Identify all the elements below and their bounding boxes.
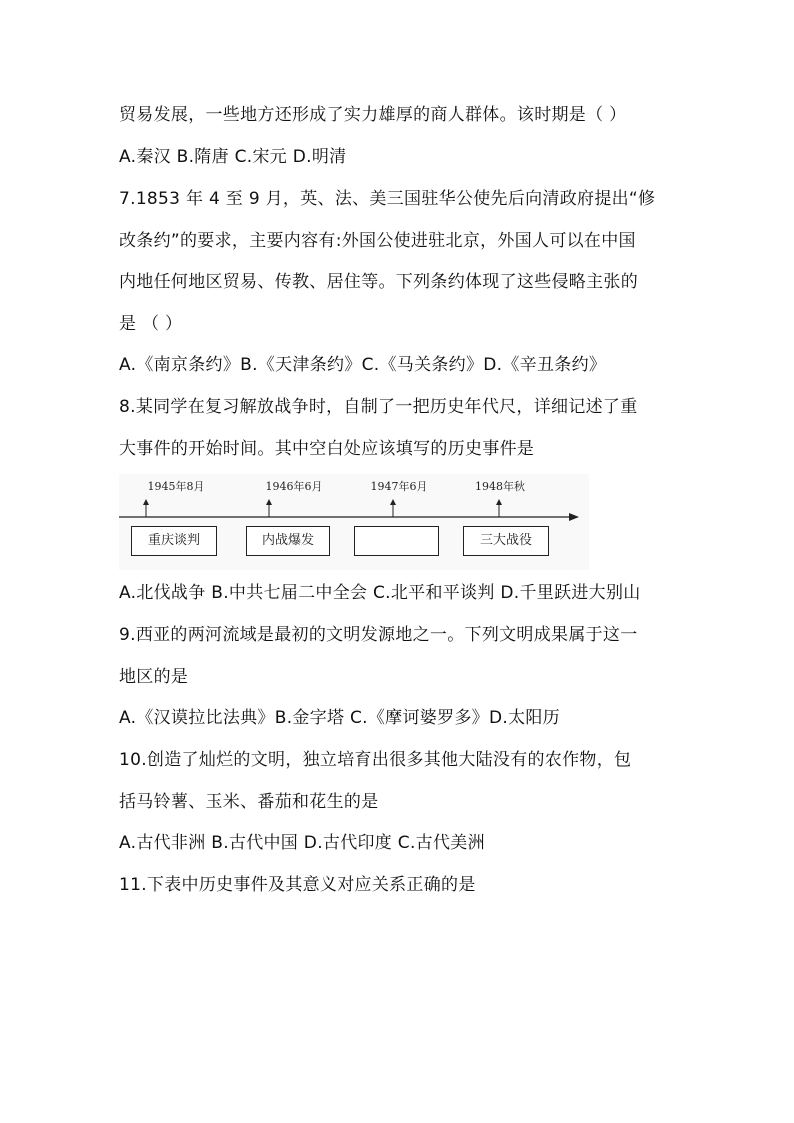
history-timeline — [119, 474, 589, 570]
timeline-event-box: 三大战役 — [463, 526, 549, 556]
answer-options-q8: A.北伐战争 B.中共七届二中全会 C.北平和平谈判 D.千里跃进大别山 — [119, 583, 641, 603]
timeline-event-box: 重庆谈判 — [131, 526, 217, 556]
timeline-event-box: 内战爆发 — [246, 526, 330, 556]
question-8-line: 8.某同学在复习解放战争时，自制了一把历史年代尺，详细记述了重 — [119, 397, 638, 417]
timeline-date: 1947年6月 — [370, 480, 428, 493]
question-10-line: 10.创造了灿烂的文明，独立培育出很多其他大陆没有的农作物，包 — [119, 750, 632, 770]
timeline-date: 1946年6月 — [265, 480, 323, 493]
text-line: 内地任何地区贸易、传教、居住等。下列条约体现了这些侵略主张的 — [119, 272, 638, 292]
answer-options-q10: A.古代非洲 B.古代中国 D.古代印度 C.古代美洲 — [119, 833, 485, 853]
answer-options-q6: A.秦汉 B.隋唐 C.宋元 D.明清 — [119, 147, 347, 167]
timeline-date: 1948年秋 — [475, 480, 525, 493]
question-11-line: 11.下表中历史事件及其意义对应关系正确的是 — [119, 875, 476, 895]
answer-options-q9: A.《汉谟拉比法典》B.金字塔 C.《摩诃婆罗多》D.太阳历 — [119, 708, 560, 728]
text-line: 是 （ ） — [119, 314, 183, 334]
question-7-line: 7.1853 年 4 至 9 月，英、法、美三国驻华公使先后向清政府提出“修 — [119, 189, 656, 209]
timeline-date: 1945年8月 — [147, 480, 205, 493]
timeline-blank-box — [354, 526, 439, 556]
answer-options-q7: A.《南京条约》B.《天津条约》C.《马关条约》D.《辛丑条约》 — [119, 355, 607, 375]
question-9-line: 9.西亚的两河流域是最初的文明发源地之一。下列文明成果属于这一 — [119, 625, 638, 645]
text-line: 括马铃薯、玉米、番茄和花生的是 — [119, 792, 379, 812]
text-line: 贸易发展，一些地方还形成了实力雄厚的商人群体。该时期是（ ） — [119, 105, 627, 125]
text-line: 改条约”的要求，主要内容有:外国公使进驻北京，外国人可以在中国 — [119, 231, 636, 251]
text-line: 地区的是 — [119, 667, 189, 687]
text-line: 大事件的开始时间。其中空白处应该填写的历史事件是 — [119, 439, 535, 459]
